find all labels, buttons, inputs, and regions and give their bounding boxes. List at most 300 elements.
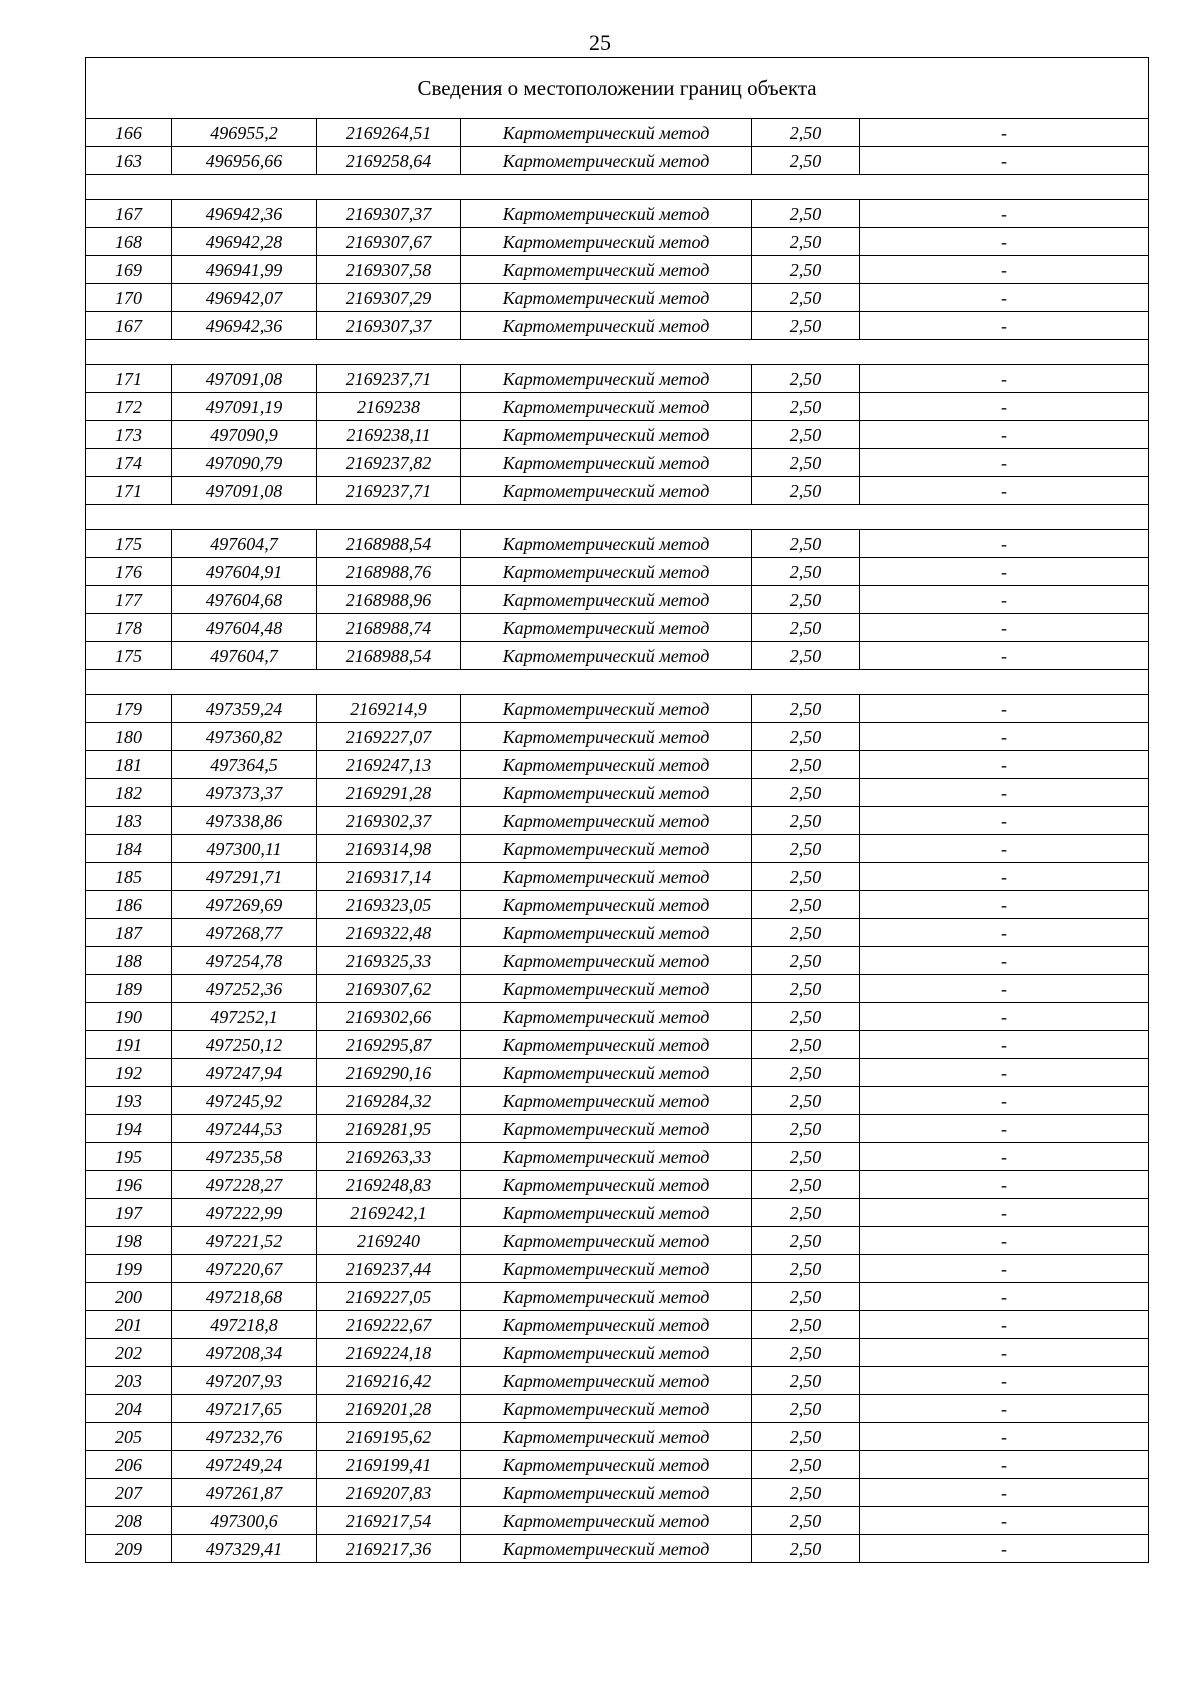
table-row — [86, 1367, 1149, 1395]
table-row — [86, 1339, 1149, 1367]
point-number-cell: 207 — [86, 1479, 172, 1507]
point-number-cell: 185 — [86, 863, 172, 891]
table-row — [86, 975, 1149, 1003]
point-number-cell: 176 — [86, 558, 172, 586]
method-cell: Картометрический метод — [461, 1171, 752, 1199]
accuracy-cell: 2,50 — [752, 365, 860, 393]
x-coordinate-cell: 496942,07 — [172, 284, 317, 312]
point-number-cell: 200 — [86, 1283, 172, 1311]
description-cell: - — [860, 558, 1149, 586]
table-row — [86, 586, 1149, 614]
accuracy-cell: 2,50 — [752, 1003, 860, 1031]
x-coordinate-cell: 497373,37 — [172, 779, 317, 807]
method-cell: Картометрический метод — [461, 695, 752, 723]
accuracy-cell: 2,50 — [752, 1087, 860, 1115]
method-cell: Картометрический метод — [461, 1507, 752, 1535]
y-coordinate-cell: 2169237,71 — [317, 365, 461, 393]
y-coordinate-cell: 2169247,13 — [317, 751, 461, 779]
y-coordinate-cell: 2169281,95 — [317, 1115, 461, 1143]
method-cell: Картометрический метод — [461, 1423, 752, 1451]
accuracy-cell: 2,50 — [752, 1451, 860, 1479]
table-row — [86, 477, 1149, 505]
description-cell: - — [860, 421, 1149, 449]
description-cell: - — [860, 1171, 1149, 1199]
method-cell: Картометрический метод — [461, 421, 752, 449]
table-row — [86, 449, 1149, 477]
point-number-cell: 189 — [86, 975, 172, 1003]
description-cell: - — [860, 1311, 1149, 1339]
x-coordinate-cell: 497604,7 — [172, 642, 317, 670]
method-cell: Картометрический метод — [461, 1003, 752, 1031]
x-coordinate-cell: 496942,28 — [172, 228, 317, 256]
accuracy-cell: 2,50 — [752, 558, 860, 586]
method-cell: Картометрический метод — [461, 1311, 752, 1339]
table-row — [86, 1087, 1149, 1115]
point-number-cell: 184 — [86, 835, 172, 863]
accuracy-cell: 2,50 — [752, 807, 860, 835]
boundary-coordinates-table — [85, 57, 1149, 1563]
x-coordinate-cell: 497208,34 — [172, 1339, 317, 1367]
table-row — [86, 835, 1149, 863]
method-cell: Картометрический метод — [461, 449, 752, 477]
table-row — [86, 1535, 1149, 1563]
accuracy-cell: 2,50 — [752, 1227, 860, 1255]
description-cell: - — [860, 1059, 1149, 1087]
description-cell: - — [860, 200, 1149, 228]
description-cell: - — [860, 614, 1149, 642]
accuracy-cell: 2,50 — [752, 863, 860, 891]
method-cell: Картометрический метод — [461, 642, 752, 670]
accuracy-cell: 2,50 — [752, 477, 860, 505]
x-coordinate-cell: 497249,24 — [172, 1451, 317, 1479]
y-coordinate-cell: 2169217,36 — [317, 1535, 461, 1563]
x-coordinate-cell: 496955,2 — [172, 119, 317, 147]
description-cell: - — [860, 835, 1149, 863]
x-coordinate-cell: 497604,91 — [172, 558, 317, 586]
point-number-cell: 186 — [86, 891, 172, 919]
point-number-cell: 195 — [86, 1143, 172, 1171]
y-coordinate-cell: 2169302,66 — [317, 1003, 461, 1031]
table-row — [86, 1507, 1149, 1535]
accuracy-cell: 2,50 — [752, 1479, 860, 1507]
method-cell: Картометрический метод — [461, 558, 752, 586]
description-cell: - — [860, 807, 1149, 835]
x-coordinate-cell: 497291,71 — [172, 863, 317, 891]
point-number-cell: 171 — [86, 477, 172, 505]
point-number-cell: 205 — [86, 1423, 172, 1451]
table-row — [86, 119, 1149, 147]
x-coordinate-cell: 497338,86 — [172, 807, 317, 835]
description-cell: - — [860, 449, 1149, 477]
table-row — [86, 1227, 1149, 1255]
description-cell: - — [860, 1143, 1149, 1171]
method-cell: Картометрический метод — [461, 1087, 752, 1115]
y-coordinate-cell: 2169237,44 — [317, 1255, 461, 1283]
point-number-cell: 173 — [86, 421, 172, 449]
point-number-cell: 167 — [86, 312, 172, 340]
accuracy-cell: 2,50 — [752, 751, 860, 779]
y-coordinate-cell: 2169201,28 — [317, 1395, 461, 1423]
point-number-cell: 167 — [86, 200, 172, 228]
x-coordinate-cell: 497268,77 — [172, 919, 317, 947]
description-cell: - — [860, 1423, 1149, 1451]
method-cell: Картометрический метод — [461, 1451, 752, 1479]
x-coordinate-cell: 497221,52 — [172, 1227, 317, 1255]
description-cell: - — [860, 975, 1149, 1003]
x-coordinate-cell: 497300,6 — [172, 1507, 317, 1535]
point-number-cell: 180 — [86, 723, 172, 751]
point-number-cell: 166 — [86, 119, 172, 147]
description-cell: - — [860, 751, 1149, 779]
x-coordinate-cell: 497232,76 — [172, 1423, 317, 1451]
table-row — [86, 284, 1149, 312]
accuracy-cell: 2,50 — [752, 228, 860, 256]
point-number-cell: 170 — [86, 284, 172, 312]
y-coordinate-cell: 2169264,51 — [317, 119, 461, 147]
method-cell: Картометрический метод — [461, 1367, 752, 1395]
x-coordinate-cell: 496941,99 — [172, 256, 317, 284]
y-coordinate-cell: 2169237,71 — [317, 477, 461, 505]
description-cell: - — [860, 1451, 1149, 1479]
description-cell: - — [860, 147, 1149, 175]
method-cell: Картометрический метод — [461, 1395, 752, 1423]
point-number-cell: 202 — [86, 1339, 172, 1367]
point-number-cell: 206 — [86, 1451, 172, 1479]
description-cell: - — [860, 779, 1149, 807]
method-cell: Картометрический метод — [461, 614, 752, 642]
contour-separator — [86, 505, 1149, 530]
table-row — [86, 365, 1149, 393]
y-coordinate-cell: 2169237,82 — [317, 449, 461, 477]
y-coordinate-cell: 2169307,62 — [317, 975, 461, 1003]
accuracy-cell: 2,50 — [752, 312, 860, 340]
description-cell: - — [860, 365, 1149, 393]
x-coordinate-cell: 497364,5 — [172, 751, 317, 779]
method-cell: Картометрический метод — [461, 919, 752, 947]
y-coordinate-cell: 2168988,54 — [317, 530, 461, 558]
x-coordinate-cell: 497360,82 — [172, 723, 317, 751]
y-coordinate-cell: 2169322,48 — [317, 919, 461, 947]
x-coordinate-cell: 497217,65 — [172, 1395, 317, 1423]
point-number-cell: 179 — [86, 695, 172, 723]
description-cell: - — [860, 919, 1149, 947]
table-row — [86, 807, 1149, 835]
description-cell: - — [860, 1115, 1149, 1143]
table-title-row — [86, 58, 1149, 119]
point-number-cell: 188 — [86, 947, 172, 975]
contour-separator-row — [86, 670, 1149, 695]
point-number-cell: 199 — [86, 1255, 172, 1283]
x-coordinate-cell: 497220,67 — [172, 1255, 317, 1283]
accuracy-cell: 2,50 — [752, 642, 860, 670]
accuracy-cell: 2,50 — [752, 1423, 860, 1451]
point-number-cell: 201 — [86, 1311, 172, 1339]
x-coordinate-cell: 497090,9 — [172, 421, 317, 449]
x-coordinate-cell: 497604,48 — [172, 614, 317, 642]
table-row — [86, 614, 1149, 642]
table-row — [86, 312, 1149, 340]
accuracy-cell: 2,50 — [752, 530, 860, 558]
description-cell: - — [860, 642, 1149, 670]
method-cell: Картометрический метод — [461, 863, 752, 891]
y-coordinate-cell: 2169314,98 — [317, 835, 461, 863]
y-coordinate-cell: 2169263,33 — [317, 1143, 461, 1171]
method-cell: Картометрический метод — [461, 228, 752, 256]
point-number-cell: 192 — [86, 1059, 172, 1087]
method-cell: Картометрический метод — [461, 975, 752, 1003]
point-number-cell: 172 — [86, 393, 172, 421]
y-coordinate-cell: 2169240 — [317, 1227, 461, 1255]
accuracy-cell: 2,50 — [752, 1395, 860, 1423]
x-coordinate-cell: 496942,36 — [172, 312, 317, 340]
y-coordinate-cell: 2168988,76 — [317, 558, 461, 586]
accuracy-cell: 2,50 — [752, 1311, 860, 1339]
point-number-cell: 193 — [86, 1087, 172, 1115]
method-cell: Картометрический метод — [461, 1199, 752, 1227]
method-cell: Картометрический метод — [461, 1283, 752, 1311]
point-number-cell: 197 — [86, 1199, 172, 1227]
accuracy-cell: 2,50 — [752, 421, 860, 449]
description-cell: - — [860, 1395, 1149, 1423]
description-cell: - — [860, 1339, 1149, 1367]
accuracy-cell: 2,50 — [752, 284, 860, 312]
contour-separator — [86, 670, 1149, 695]
x-coordinate-cell: 496942,36 — [172, 200, 317, 228]
table-row — [86, 200, 1149, 228]
method-cell: Картометрический метод — [461, 835, 752, 863]
method-cell: Картометрический метод — [461, 947, 752, 975]
method-cell: Картометрический метод — [461, 530, 752, 558]
description-cell: - — [860, 1283, 1149, 1311]
description-cell: - — [860, 586, 1149, 614]
y-coordinate-cell: 2169317,14 — [317, 863, 461, 891]
table-row — [86, 228, 1149, 256]
table-row — [86, 1171, 1149, 1199]
point-number-cell: 168 — [86, 228, 172, 256]
accuracy-cell: 2,50 — [752, 1031, 860, 1059]
contour-separator — [86, 340, 1149, 365]
x-coordinate-cell: 496956,66 — [172, 147, 317, 175]
method-cell: Картометрический метод — [461, 586, 752, 614]
y-coordinate-cell: 2169258,64 — [317, 147, 461, 175]
y-coordinate-cell: 2169238,11 — [317, 421, 461, 449]
description-cell: - — [860, 1535, 1149, 1563]
description-cell: - — [860, 1507, 1149, 1535]
table-row — [86, 642, 1149, 670]
description-cell: - — [860, 1199, 1149, 1227]
table-row — [86, 947, 1149, 975]
y-coordinate-cell: 2169307,37 — [317, 312, 461, 340]
table-row — [86, 1003, 1149, 1031]
description-cell: - — [860, 891, 1149, 919]
y-coordinate-cell: 2169238 — [317, 393, 461, 421]
method-cell: Картометрический метод — [461, 256, 752, 284]
accuracy-cell: 2,50 — [752, 835, 860, 863]
description-cell: - — [860, 393, 1149, 421]
contour-separator-row — [86, 340, 1149, 365]
method-cell: Картометрический метод — [461, 312, 752, 340]
point-number-cell: 208 — [86, 1507, 172, 1535]
table-body — [86, 58, 1149, 1563]
accuracy-cell: 2,50 — [752, 256, 860, 284]
table-row — [86, 1199, 1149, 1227]
y-coordinate-cell: 2169307,58 — [317, 256, 461, 284]
accuracy-cell: 2,50 — [752, 723, 860, 751]
table-row — [86, 863, 1149, 891]
method-cell: Картометрический метод — [461, 1535, 752, 1563]
method-cell: Картометрический метод — [461, 1227, 752, 1255]
method-cell: Картометрический метод — [461, 1031, 752, 1059]
description-cell: - — [860, 723, 1149, 751]
accuracy-cell: 2,50 — [752, 779, 860, 807]
description-cell: - — [860, 1003, 1149, 1031]
y-coordinate-cell: 2169242,1 — [317, 1199, 461, 1227]
table-row — [86, 1059, 1149, 1087]
point-number-cell: 169 — [86, 256, 172, 284]
accuracy-cell: 2,50 — [752, 1059, 860, 1087]
x-coordinate-cell: 497604,68 — [172, 586, 317, 614]
y-coordinate-cell: 2169227,05 — [317, 1283, 461, 1311]
description-cell: - — [860, 119, 1149, 147]
y-coordinate-cell: 2169290,16 — [317, 1059, 461, 1087]
x-coordinate-cell: 497091,19 — [172, 393, 317, 421]
contour-separator-row — [86, 505, 1149, 530]
x-coordinate-cell: 497250,12 — [172, 1031, 317, 1059]
accuracy-cell: 2,50 — [752, 586, 860, 614]
y-coordinate-cell: 2169284,32 — [317, 1087, 461, 1115]
y-coordinate-cell: 2168988,96 — [317, 586, 461, 614]
accuracy-cell: 2,50 — [752, 393, 860, 421]
description-cell: - — [860, 1087, 1149, 1115]
x-coordinate-cell: 497245,92 — [172, 1087, 317, 1115]
table-row — [86, 1479, 1149, 1507]
description-cell: - — [860, 1479, 1149, 1507]
accuracy-cell: 2,50 — [752, 200, 860, 228]
point-number-cell: 191 — [86, 1031, 172, 1059]
y-coordinate-cell: 2169227,07 — [317, 723, 461, 751]
point-number-cell: 175 — [86, 530, 172, 558]
table-row — [86, 530, 1149, 558]
description-cell: - — [860, 284, 1149, 312]
y-coordinate-cell: 2169214,9 — [317, 695, 461, 723]
method-cell: Картометрический метод — [461, 1143, 752, 1171]
method-cell: Картометрический метод — [461, 891, 752, 919]
x-coordinate-cell: 497359,24 — [172, 695, 317, 723]
x-coordinate-cell: 497261,87 — [172, 1479, 317, 1507]
table-row — [86, 1283, 1149, 1311]
accuracy-cell: 2,50 — [752, 147, 860, 175]
method-cell: Картометрический метод — [461, 147, 752, 175]
x-coordinate-cell: 497222,99 — [172, 1199, 317, 1227]
accuracy-cell: 2,50 — [752, 919, 860, 947]
method-cell: Картометрический метод — [461, 365, 752, 393]
table-row — [86, 1031, 1149, 1059]
description-cell: - — [860, 477, 1149, 505]
method-cell: Картометрический метод — [461, 477, 752, 505]
accuracy-cell: 2,50 — [752, 1199, 860, 1227]
y-coordinate-cell: 2168988,54 — [317, 642, 461, 670]
table-row — [86, 1143, 1149, 1171]
y-coordinate-cell: 2169207,83 — [317, 1479, 461, 1507]
accuracy-cell: 2,50 — [752, 891, 860, 919]
y-coordinate-cell: 2169222,67 — [317, 1311, 461, 1339]
x-coordinate-cell: 497604,7 — [172, 530, 317, 558]
x-coordinate-cell: 497252,36 — [172, 975, 317, 1003]
method-cell: Картометрический метод — [461, 1255, 752, 1283]
table-row — [86, 1423, 1149, 1451]
x-coordinate-cell: 497218,68 — [172, 1283, 317, 1311]
method-cell: Картометрический метод — [461, 284, 752, 312]
description-cell: - — [860, 256, 1149, 284]
y-coordinate-cell: 2169307,37 — [317, 200, 461, 228]
point-number-cell: 174 — [86, 449, 172, 477]
accuracy-cell: 2,50 — [752, 1171, 860, 1199]
description-cell: - — [860, 1255, 1149, 1283]
accuracy-cell: 2,50 — [752, 947, 860, 975]
y-coordinate-cell: 2169307,29 — [317, 284, 461, 312]
x-coordinate-cell: 497329,41 — [172, 1535, 317, 1563]
point-number-cell: 171 — [86, 365, 172, 393]
x-coordinate-cell: 497235,58 — [172, 1143, 317, 1171]
point-number-cell: 163 — [86, 147, 172, 175]
table-row — [86, 751, 1149, 779]
table-row — [86, 393, 1149, 421]
y-coordinate-cell: 2169248,83 — [317, 1171, 461, 1199]
x-coordinate-cell: 497207,93 — [172, 1367, 317, 1395]
description-cell: - — [860, 695, 1149, 723]
description-cell: - — [860, 228, 1149, 256]
point-number-cell: 178 — [86, 614, 172, 642]
point-number-cell: 182 — [86, 779, 172, 807]
x-coordinate-cell: 497247,94 — [172, 1059, 317, 1087]
accuracy-cell: 2,50 — [752, 695, 860, 723]
table-row — [86, 421, 1149, 449]
table-row — [86, 147, 1149, 175]
table-row — [86, 1395, 1149, 1423]
accuracy-cell: 2,50 — [752, 1339, 860, 1367]
point-number-cell: 190 — [86, 1003, 172, 1031]
x-coordinate-cell: 497254,78 — [172, 947, 317, 975]
method-cell: Картометрический метод — [461, 1059, 752, 1087]
table-row — [86, 891, 1149, 919]
y-coordinate-cell: 2169295,87 — [317, 1031, 461, 1059]
page-number: 25 — [589, 30, 611, 55]
y-coordinate-cell: 2168988,74 — [317, 614, 461, 642]
x-coordinate-cell: 497091,08 — [172, 477, 317, 505]
y-coordinate-cell: 2169307,67 — [317, 228, 461, 256]
table-row — [86, 919, 1149, 947]
method-cell: Картометрический метод — [461, 119, 752, 147]
method-cell: Картометрический метод — [461, 807, 752, 835]
y-coordinate-cell: 2169217,54 — [317, 1507, 461, 1535]
method-cell: Картометрический метод — [461, 1115, 752, 1143]
method-cell: Картометрический метод — [461, 1479, 752, 1507]
point-number-cell: 204 — [86, 1395, 172, 1423]
contour-separator — [86, 175, 1149, 200]
y-coordinate-cell: 2169216,42 — [317, 1367, 461, 1395]
point-number-cell: 175 — [86, 642, 172, 670]
method-cell: Картометрический метод — [461, 779, 752, 807]
table-row — [86, 256, 1149, 284]
contour-separator-row — [86, 175, 1149, 200]
description-cell: - — [860, 947, 1149, 975]
accuracy-cell: 2,50 — [752, 1115, 860, 1143]
method-cell: Картометрический метод — [461, 723, 752, 751]
table-title: Сведения о местоположении границ объекта — [86, 58, 1149, 119]
description-cell: - — [860, 1031, 1149, 1059]
accuracy-cell: 2,50 — [752, 1535, 860, 1563]
description-cell: - — [860, 863, 1149, 891]
